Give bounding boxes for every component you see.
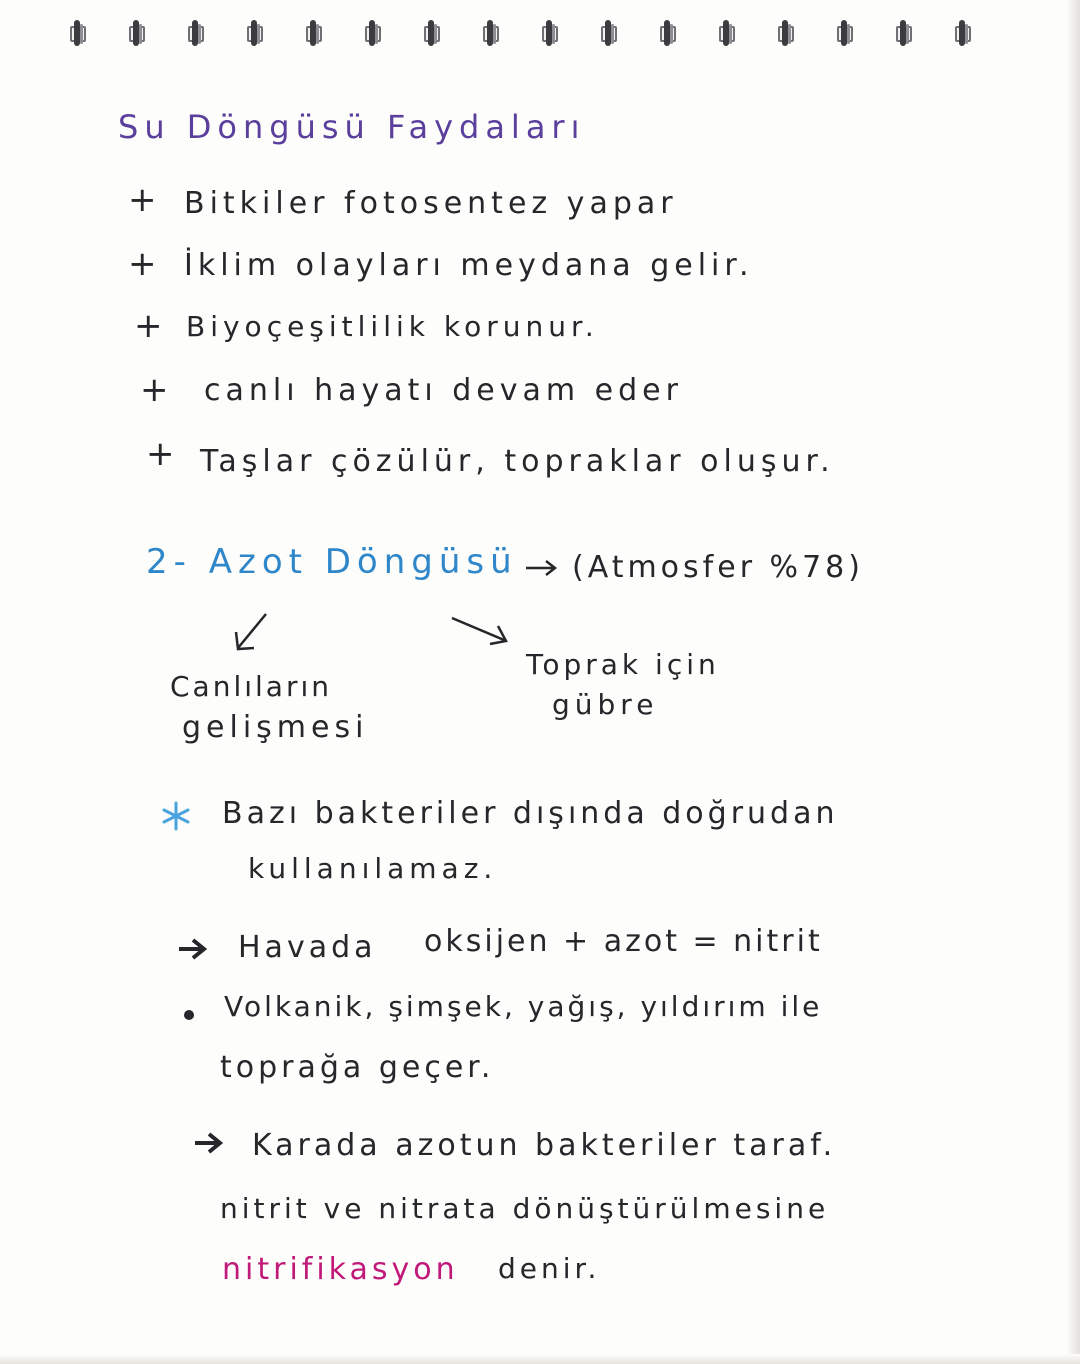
benefit-item: Taşlar çözülür, topraklar oluşur. [200,444,835,479]
plus-bullet: + [134,306,163,346]
binding-ring [186,20,206,46]
branch-left-line1: Canlıların [170,670,332,703]
section-title-nitrogen-cycle: 2- Azot Döngüsü [146,542,518,582]
binding-ring [894,20,914,46]
down-left-arrow-icon [228,608,278,658]
land-note-suffix: denir. [498,1252,601,1285]
land-note-line1: Karada azotun bakteriler taraf. [252,1128,837,1163]
binding-ring [363,20,383,46]
right-arrow-icon [524,556,560,580]
star-note-line2: kullanılamaz. [248,852,498,885]
binding-ring [599,20,619,46]
plus-bullet: + [140,370,169,410]
nitrification-term: nitrifikasyon [222,1252,459,1287]
dot-bullet-icon [182,1008,196,1022]
plus-bullet: + [146,434,175,474]
benefit-item: Bitkiler fotosentez yapar [184,186,678,221]
branch-left-line2: gelişmesi [182,710,369,745]
branch-right-line2: gübre [552,688,659,721]
binding-ring [245,20,265,46]
land-note-line2: nitrit ve nitrata dönüştürülmesine [220,1192,830,1225]
star-icon [160,800,192,832]
binding-ring [835,20,855,46]
bold-arrow-icon [192,1130,226,1156]
star-note-line1: Bazı bakteriler dışında doğrudan [222,796,839,831]
benefit-item: İklim olayları meydana gelir. [184,248,754,283]
binding-ring [422,20,442,46]
air-equation: oksijen + azot = nitrit [424,924,823,959]
dot-note-line1: Volkanik, şimşek, yağış, yıldırım ile [224,990,823,1023]
binding-ring [68,20,88,46]
page-edge [1066,0,1080,1364]
binding-ring [540,20,560,46]
spiral-binding [60,10,1020,56]
binding-ring [658,20,678,46]
benefit-item: canlı hayatı devam eder [204,373,683,408]
section-title-water-cycle: Su Döngüsü Faydaları [118,108,586,146]
binding-ring [127,20,147,46]
air-label: Havada [238,930,377,965]
binding-ring [304,20,324,46]
down-right-arrow-icon [448,614,518,654]
binding-ring [953,20,973,46]
plus-bullet: + [128,244,157,284]
bold-arrow-icon [176,936,210,962]
benefit-item: Biyoçeşitlilik korunur. [186,310,599,343]
binding-ring [776,20,796,46]
binding-ring [481,20,501,46]
binding-ring [717,20,737,46]
dot-note-line2: toprağa geçer. [220,1050,495,1085]
atmosphere-note: (Atmosfer %78) [572,550,864,585]
branch-right-line1: Toprak için [526,648,720,681]
page-edge [0,1354,1080,1364]
plus-bullet: + [128,180,157,220]
